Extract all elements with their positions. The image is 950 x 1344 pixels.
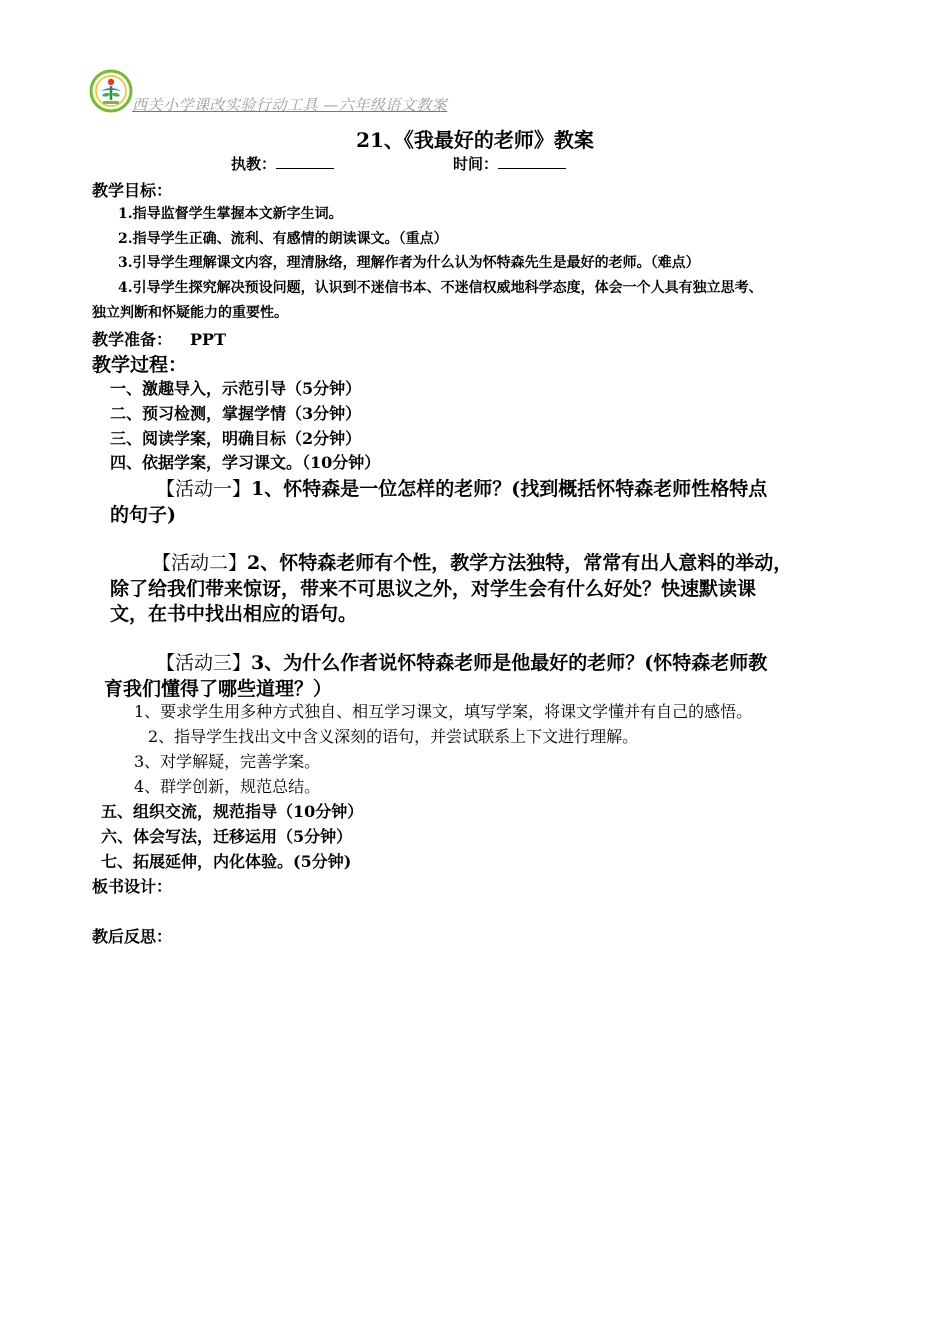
prep-label: 教学准备： (92, 330, 173, 349)
process-step: 一、激趣导入，示范引导（5分钟） (110, 379, 362, 398)
prep-line (92, 327, 226, 350)
activity-3-line (156, 648, 767, 675)
prep-value: PPT (190, 330, 226, 349)
teacher-label: 执教： (231, 155, 277, 173)
activity-2-tag: 【活动二】 (152, 552, 248, 574)
activity-3-cont: 育我们懂得了哪些道理？） (104, 678, 333, 700)
activity-2-line (152, 548, 792, 575)
board-design-label: 板书设计： (92, 877, 173, 896)
sub-step: 2、指导学生找出文中含义深刻的语句，并尝试联系上下文进行理解。 (148, 727, 639, 746)
time-field (453, 153, 566, 174)
process-step: 七、拓展延伸，内化体验。(5分钟) (101, 852, 352, 871)
objective-item: 3.引导学生理解课文内容，理清脉络，理解作者为什么认为怀特森先生是最好的老师。（难点） (118, 255, 700, 271)
activity-1-cont: 的句子) (110, 504, 176, 526)
objective-item: 1.指导监督学生掌握本文新字生词。 (118, 206, 343, 222)
activity-1-text: 1、怀特森是一位怎样的老师？(找到概括怀特森老师性格特点 (251, 478, 768, 500)
sub-step: 4、群学创新，规范总结。 (134, 777, 321, 796)
activity-3-text: 3、为什么作者说怀特森老师是他最好的老师？(怀特森老师教 (251, 652, 768, 674)
sub-step: 3、对学解疑，完善学案。 (134, 752, 321, 771)
objective-item: 4.引导学生探究解决预设问题，认识到不迷信书本、不迷信权威地科学态度，体会一个人具有独立思考、 (118, 280, 763, 296)
time-label: 时间： (453, 155, 499, 173)
objectives-heading: 教学目标： (92, 181, 173, 200)
school-logo-icon (89, 69, 133, 113)
objective-item: 2.指导学生正确、流利、有感情的朗读课文。（重点） (118, 231, 448, 247)
teacher-field (231, 153, 334, 174)
activity-1-line (156, 474, 767, 501)
process-heading: 教学过程： (92, 354, 188, 376)
process-step: 六、体会写法，迁移运用（5分钟） (101, 827, 353, 846)
activity-2-cont: 文，在书中找出相应的语句。 (110, 603, 358, 625)
sub-step: 1、要求学生用多种方式独自、相互学习课文，填写学案，将课文学懂并有自己的感悟。 (134, 702, 753, 721)
process-step: 五、组织交流，规范指导（10分钟） (101, 802, 364, 821)
header-school-text: 西关小学课改实验行动工具 —六年级语文教案 (132, 96, 448, 114)
time-blank (498, 154, 566, 169)
process-step: 二、预习检测，掌握学情（3分钟） (110, 404, 362, 423)
reflection-label: 教后反思： (92, 927, 173, 946)
process-step: 三、阅读学案，明确目标（2分钟） (110, 429, 362, 448)
activity-2-text: 2、怀特森老师有个性，教学方法独特，常常有出人意料的举动， (247, 552, 793, 574)
process-step: 四、依据学案，学习课文。（10分钟） (110, 453, 381, 472)
page-title: 21、《我最好的老师》教案 (356, 128, 594, 152)
activity-3-tag: 【活动三】 (156, 652, 252, 674)
teacher-blank (276, 154, 334, 169)
activity-2-cont: 除了给我们带来惊讶，带来不可思议之外，对学生会有什么好处？快速默读课 (110, 578, 757, 600)
objective-item: 独立判断和怀疑能力的重要性。 (92, 305, 288, 321)
activity-1-tag: 【活动一】 (156, 478, 252, 500)
